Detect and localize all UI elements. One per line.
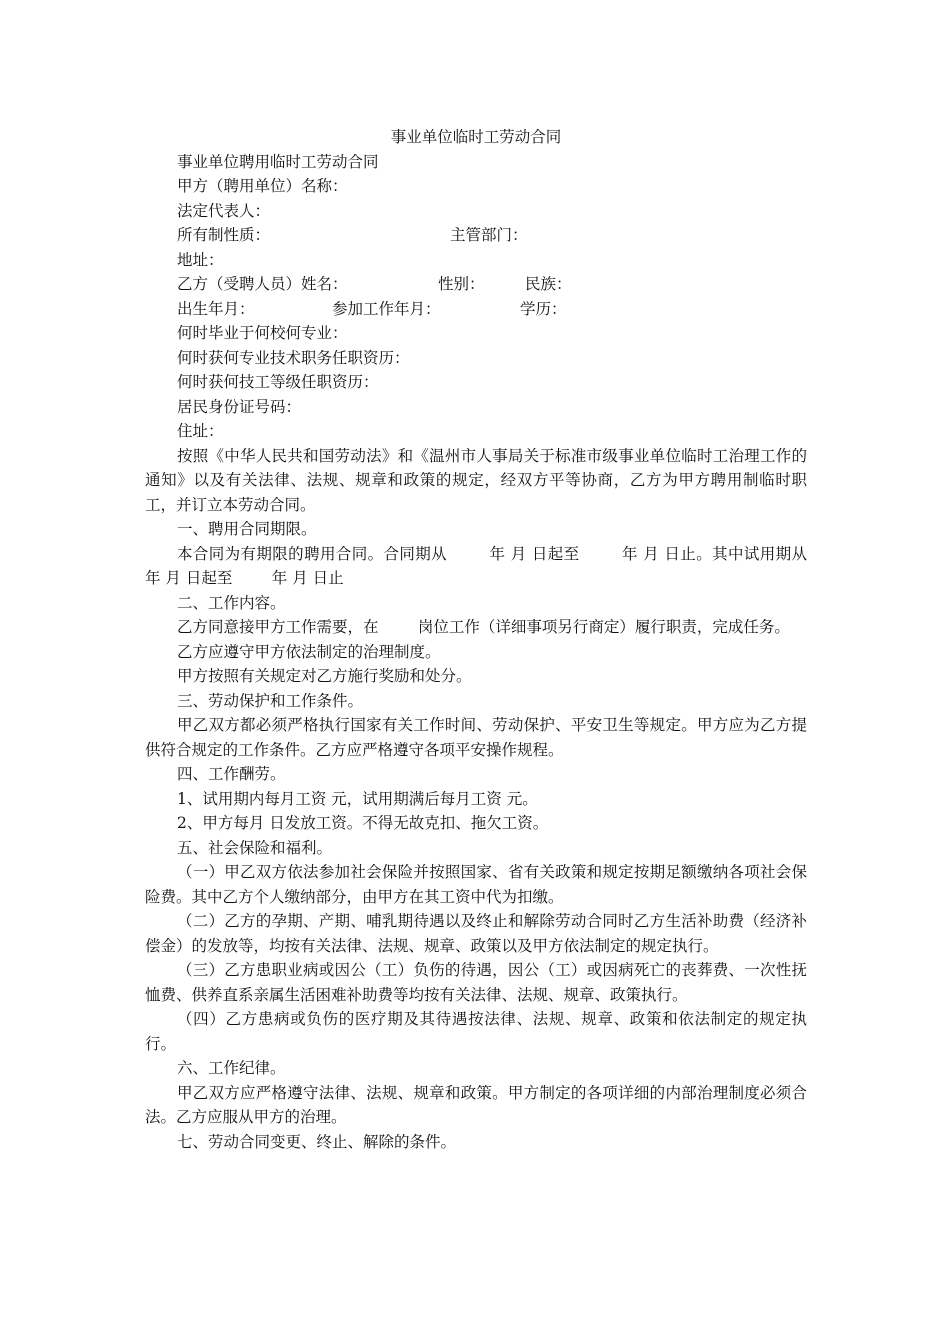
field-ethnicity: 民族：	[525, 275, 572, 293]
section-heading: 三、劳动保护和工作条件。	[177, 691, 364, 710]
document-body	[145, 125, 847, 1154]
field-tech-title: 何时获何专业技术职务任职资历：	[177, 348, 410, 367]
paragraph: （一）甲乙双方依法参加社会保险并按照国家、省有关政策和规定按期足额缴纳各项社会保险费。其中乙方个人缴纳部分，由甲方在其工资中代为扣缴。	[145, 863, 807, 906]
field-gender: 性别：	[438, 275, 485, 293]
paragraph: 甲方按照有关规定对乙方施行奖励和处分。	[177, 667, 472, 685]
row-party-b	[145, 272, 807, 297]
paragraph: （二）乙方的孕期、产期、哺乳期待遇以及终止和解除劳动合同时乙方生活补助费（经济补偿金）的发放等，均按有关法律、法规、规章、政策以及甲方依法制定的规定执行。	[145, 912, 807, 955]
field-graduation: 何时毕业于何校何专业：	[177, 324, 348, 342]
section-heading: 七、劳动合同变更、终止、解除的条件。	[177, 1132, 457, 1151]
field-legal-rep: 法定代表人：	[177, 201, 271, 220]
section-heading: 一、聘用合同期限。	[177, 520, 317, 538]
section-heading: 五、社会保险和福利。	[177, 838, 333, 857]
field-party-b-name: 乙方（受聘人员）姓名：	[177, 275, 348, 293]
paragraph: 甲乙双方都必须严格执行国家有关工作时间、劳动保护、平安卫生等规定。甲方应为乙方提供符合规定的工作条件。乙方应严格遵守各项平安操作规程。	[145, 716, 807, 759]
section-heading: 六、工作纪律。	[177, 1059, 286, 1077]
section-heading: 四、工作酬劳。	[177, 765, 286, 783]
paragraph: 乙方同意接甲方工作需要，在 岗位工作（详细事项另行商定）履行职责，完成任务。	[177, 618, 790, 636]
field-skill-level: 何时获何技工等级任职资历：	[177, 373, 379, 391]
row-ownership	[145, 223, 807, 248]
field-work-start: 参加工作年月：	[332, 299, 441, 318]
paragraph: 本合同为有期限的聘用合同。合同期从 年 月 日起至 年 月 日止。其中试用期从 年 月 日起至 年 月 日止	[145, 544, 847, 587]
paragraph: 1、试用期内每月工资 元，试用期满后每月工资 元。	[177, 789, 538, 808]
field-birth: 出生年月：	[177, 299, 255, 318]
paragraph: （三）乙方患职业病或因公（工）负伤的待遇，因公（工）或因病死亡的丧葬费、一次性抚恤费、供养直系亲属生活困难补助费等均按有关法律、法规、规章、政策执行。	[145, 961, 807, 1004]
field-education: 学历：	[520, 299, 567, 318]
field-id-number: 居民身份证号码：	[177, 397, 302, 416]
paragraph: 2、甲方每月 日发放工资。不得无故克扣、拖欠工资。	[177, 814, 549, 832]
document-subtitle: 事业单位聘用临时工劳动合同	[177, 152, 379, 171]
field-ownership: 所有制性质：	[177, 226, 271, 244]
field-residence: 住址：	[177, 422, 224, 440]
section-heading: 二、工作内容。	[177, 593, 286, 612]
paragraph: 按照《中华人民共和国劳动法》和《温州市人事局关于标准市级事业单位临时工治理工作的通知》以及有关法律、法规、规章和政策的规定，经双方平等协商，乙方为甲方聘用制临时职工，并订立本劳动合同。	[145, 446, 807, 514]
field-party-a: 甲方（聘用单位）名称：	[177, 177, 348, 195]
field-address: 地址：	[177, 250, 224, 269]
paragraph: （四）乙方患病或负伤的医疗期及其待遇按法律、法规、规章、政策和依法制定的规定执行。	[145, 1010, 807, 1053]
row-birth	[145, 297, 807, 322]
document-title: 事业单位临时工劳动合同	[390, 128, 562, 146]
field-authority: 主管部门：	[450, 226, 528, 244]
paragraph: 甲乙双方应严格遵守法律、法规、规章和政策。甲方制定的各项详细的内部治理制度必须合法。乙方应服从甲方的治理。	[145, 1083, 807, 1126]
paragraph: 乙方应遵守甲方依法制定的治理制度。	[177, 642, 441, 661]
